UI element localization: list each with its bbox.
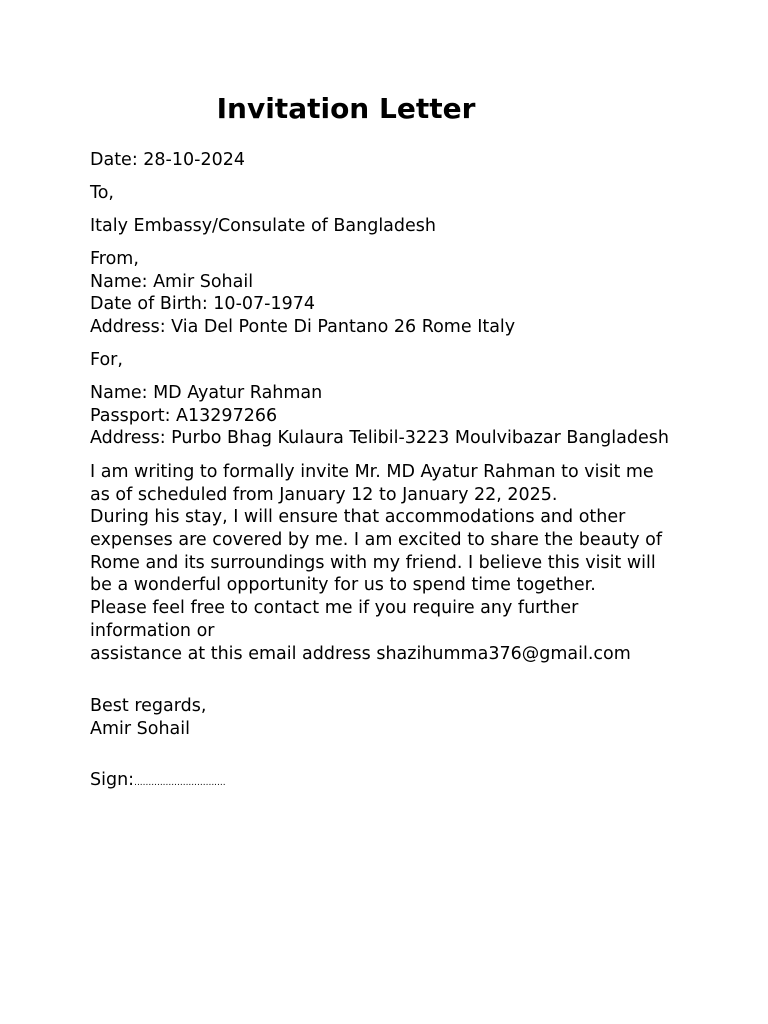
body-line: Please feel free to contact me if you require any further [90, 598, 579, 619]
from-dob: Date of Birth: 10-07-1974 [90, 294, 315, 315]
body-line: be a wonderful opportunity for us to spend time together. [90, 575, 596, 596]
body-line: information or [90, 620, 215, 641]
signature-line [90, 769, 226, 795]
body-line: expenses are covered by me. I am excited to share the beauty of [90, 530, 663, 551]
for-heading: For, [90, 350, 123, 370]
closing-block [90, 695, 206, 740]
closing-regards: Best regards, [90, 696, 207, 716]
body-line: Rome and its surroundings with my friend. I believe this visit will [90, 552, 656, 573]
sign-dots: ................................ [134, 778, 226, 788]
from-address: Address: Via Del Ponte Di Pantano 26 Rome Italy [90, 317, 516, 338]
date-line: Date: 28-10-2024 [90, 150, 245, 170]
body-line: assistance at this email address shazihumma376@gmail.com [90, 643, 631, 664]
sign-label: Sign: [90, 770, 135, 790]
closing-name: Amir Sohail [90, 718, 190, 739]
from-name: Name: Amir Sohail [90, 271, 254, 292]
recipient-line: Italy Embassy/Consulate of Bangladesh [90, 216, 436, 236]
guest-name: Name: MD Ayatur Rahman [90, 383, 323, 403]
guest-block [90, 382, 669, 450]
from-heading: From, [90, 249, 139, 269]
body-line: During his stay, I will ensure that accommodations and other [90, 507, 626, 528]
letter-title: Invitation Letter [216, 92, 476, 125]
guest-address: Address: Purbo Bhag Kulaura Telibil-3223 Moulvibazar Bangladesh [90, 428, 669, 449]
letter-body [90, 461, 662, 665]
to-line: To, [90, 183, 114, 203]
from-block [90, 248, 515, 339]
body-line: as of scheduled from January 12 to January 22, 2025. [90, 484, 558, 505]
body-line: I am writing to formally invite Mr. MD Ayatur Rahman to visit me [90, 462, 654, 482]
guest-passport: Passport: A13297266 [90, 405, 278, 426]
